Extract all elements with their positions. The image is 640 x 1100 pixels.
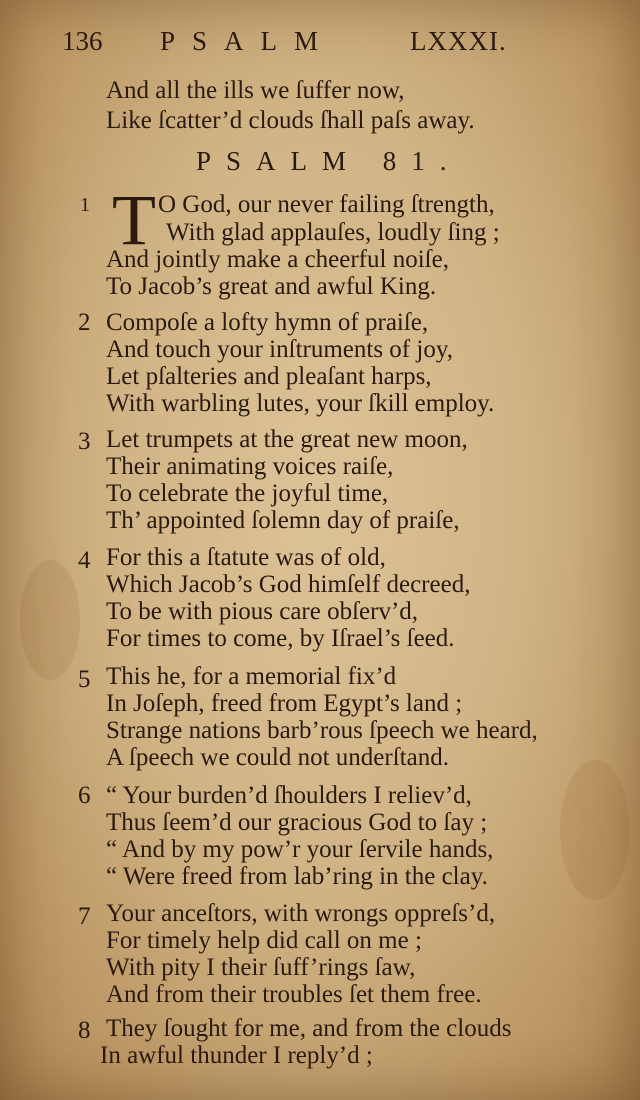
psalm-heading: PSALM 81. <box>196 146 462 176</box>
verse-line: “ And by my pow’r your ſervile hands, <box>106 836 494 863</box>
verse-line: Strange nations barb’rous ſpeech we heard, <box>106 717 538 744</box>
running-numeral: LXXXI. <box>410 26 507 56</box>
verse-number: 4 <box>78 547 91 574</box>
verse-line: For timely help did call on me ; <box>106 927 422 954</box>
running-title: PSALM <box>160 26 336 56</box>
verse-line: And touch your inſtruments of joy, <box>106 336 453 363</box>
verse-number: 2 <box>78 309 91 336</box>
verse-line: Let pſalteries and pleaſant harps, <box>106 363 432 390</box>
verse-number: 8 <box>78 1017 91 1044</box>
verse-line: And from their troubles ſet them free. <box>106 981 482 1008</box>
verse-line: To celebrate the joyful time, <box>106 480 389 507</box>
running-head <box>62 26 532 60</box>
verse-line: With glad applauſes, loudly ſing ; <box>166 219 500 246</box>
verse-line: For times to come, by Iſrael’s ſeed. <box>106 625 455 652</box>
verse-line: For this a ſtatute was of old, <box>106 544 386 571</box>
paper-stain <box>560 760 630 900</box>
verse-line: O God, our never failing ſtrength, <box>158 191 495 218</box>
verse-line: A ſpeech we could not underſtand. <box>106 744 449 771</box>
verse-line: In awful thunder I reply’d ; <box>100 1042 373 1069</box>
verse-line: Th’ appointed ſolemn day of praiſe, <box>106 507 460 534</box>
drop-cap: T <box>112 180 156 260</box>
page-number: 136 <box>62 26 103 56</box>
verse-line: Compoſe a lofty hymn of praiſe, <box>106 309 429 336</box>
verse-line: With pity I their ſuff’rings ſaw, <box>106 954 416 981</box>
verse-line: Let trumpets at the great new moon, <box>106 426 468 453</box>
verse-line: This he, for a memorial fix’d <box>106 663 397 690</box>
verse-line: With warbling lutes, your ſkill employ. <box>106 390 495 417</box>
verse-line: And jointly make a cheerful noiſe, <box>106 246 449 273</box>
verse-number: 1 <box>80 194 90 216</box>
paper-stain <box>20 560 80 680</box>
verse-line: Their animating voices raiſe, <box>106 453 394 480</box>
verse-number: 5 <box>78 666 91 693</box>
verse-line: Your anceſtors, with wrongs oppreſs’d, <box>106 900 496 927</box>
verse-number: 7 <box>78 903 91 930</box>
verse-line: To be with pious care obſerv’d, <box>106 598 419 625</box>
carry-over-line: And all the ills we ſuffer now, <box>106 77 405 104</box>
verse-line: In Joſeph, freed from Egypt’s land ; <box>106 690 463 717</box>
verse-line: “ Were freed from lab’ring in the clay. <box>106 863 488 890</box>
verse-number: 6 <box>78 782 91 809</box>
verse-line: Thus ſeem’d our gracious God to ſay ; <box>106 809 488 836</box>
verse-line: They ſought for me, and from the clouds <box>106 1015 512 1042</box>
verse-line: To Jacob’s great and awful King. <box>106 273 437 300</box>
verse-line: Which Jacob’s God himſelf decreed, <box>106 571 471 598</box>
verse-number: 3 <box>78 428 91 455</box>
carry-over-line: Like ſcatter’d clouds ſhall paſs away. <box>106 107 475 134</box>
verse-line: “ Your burden’d ſhoulders I reliev’d, <box>106 782 472 809</box>
